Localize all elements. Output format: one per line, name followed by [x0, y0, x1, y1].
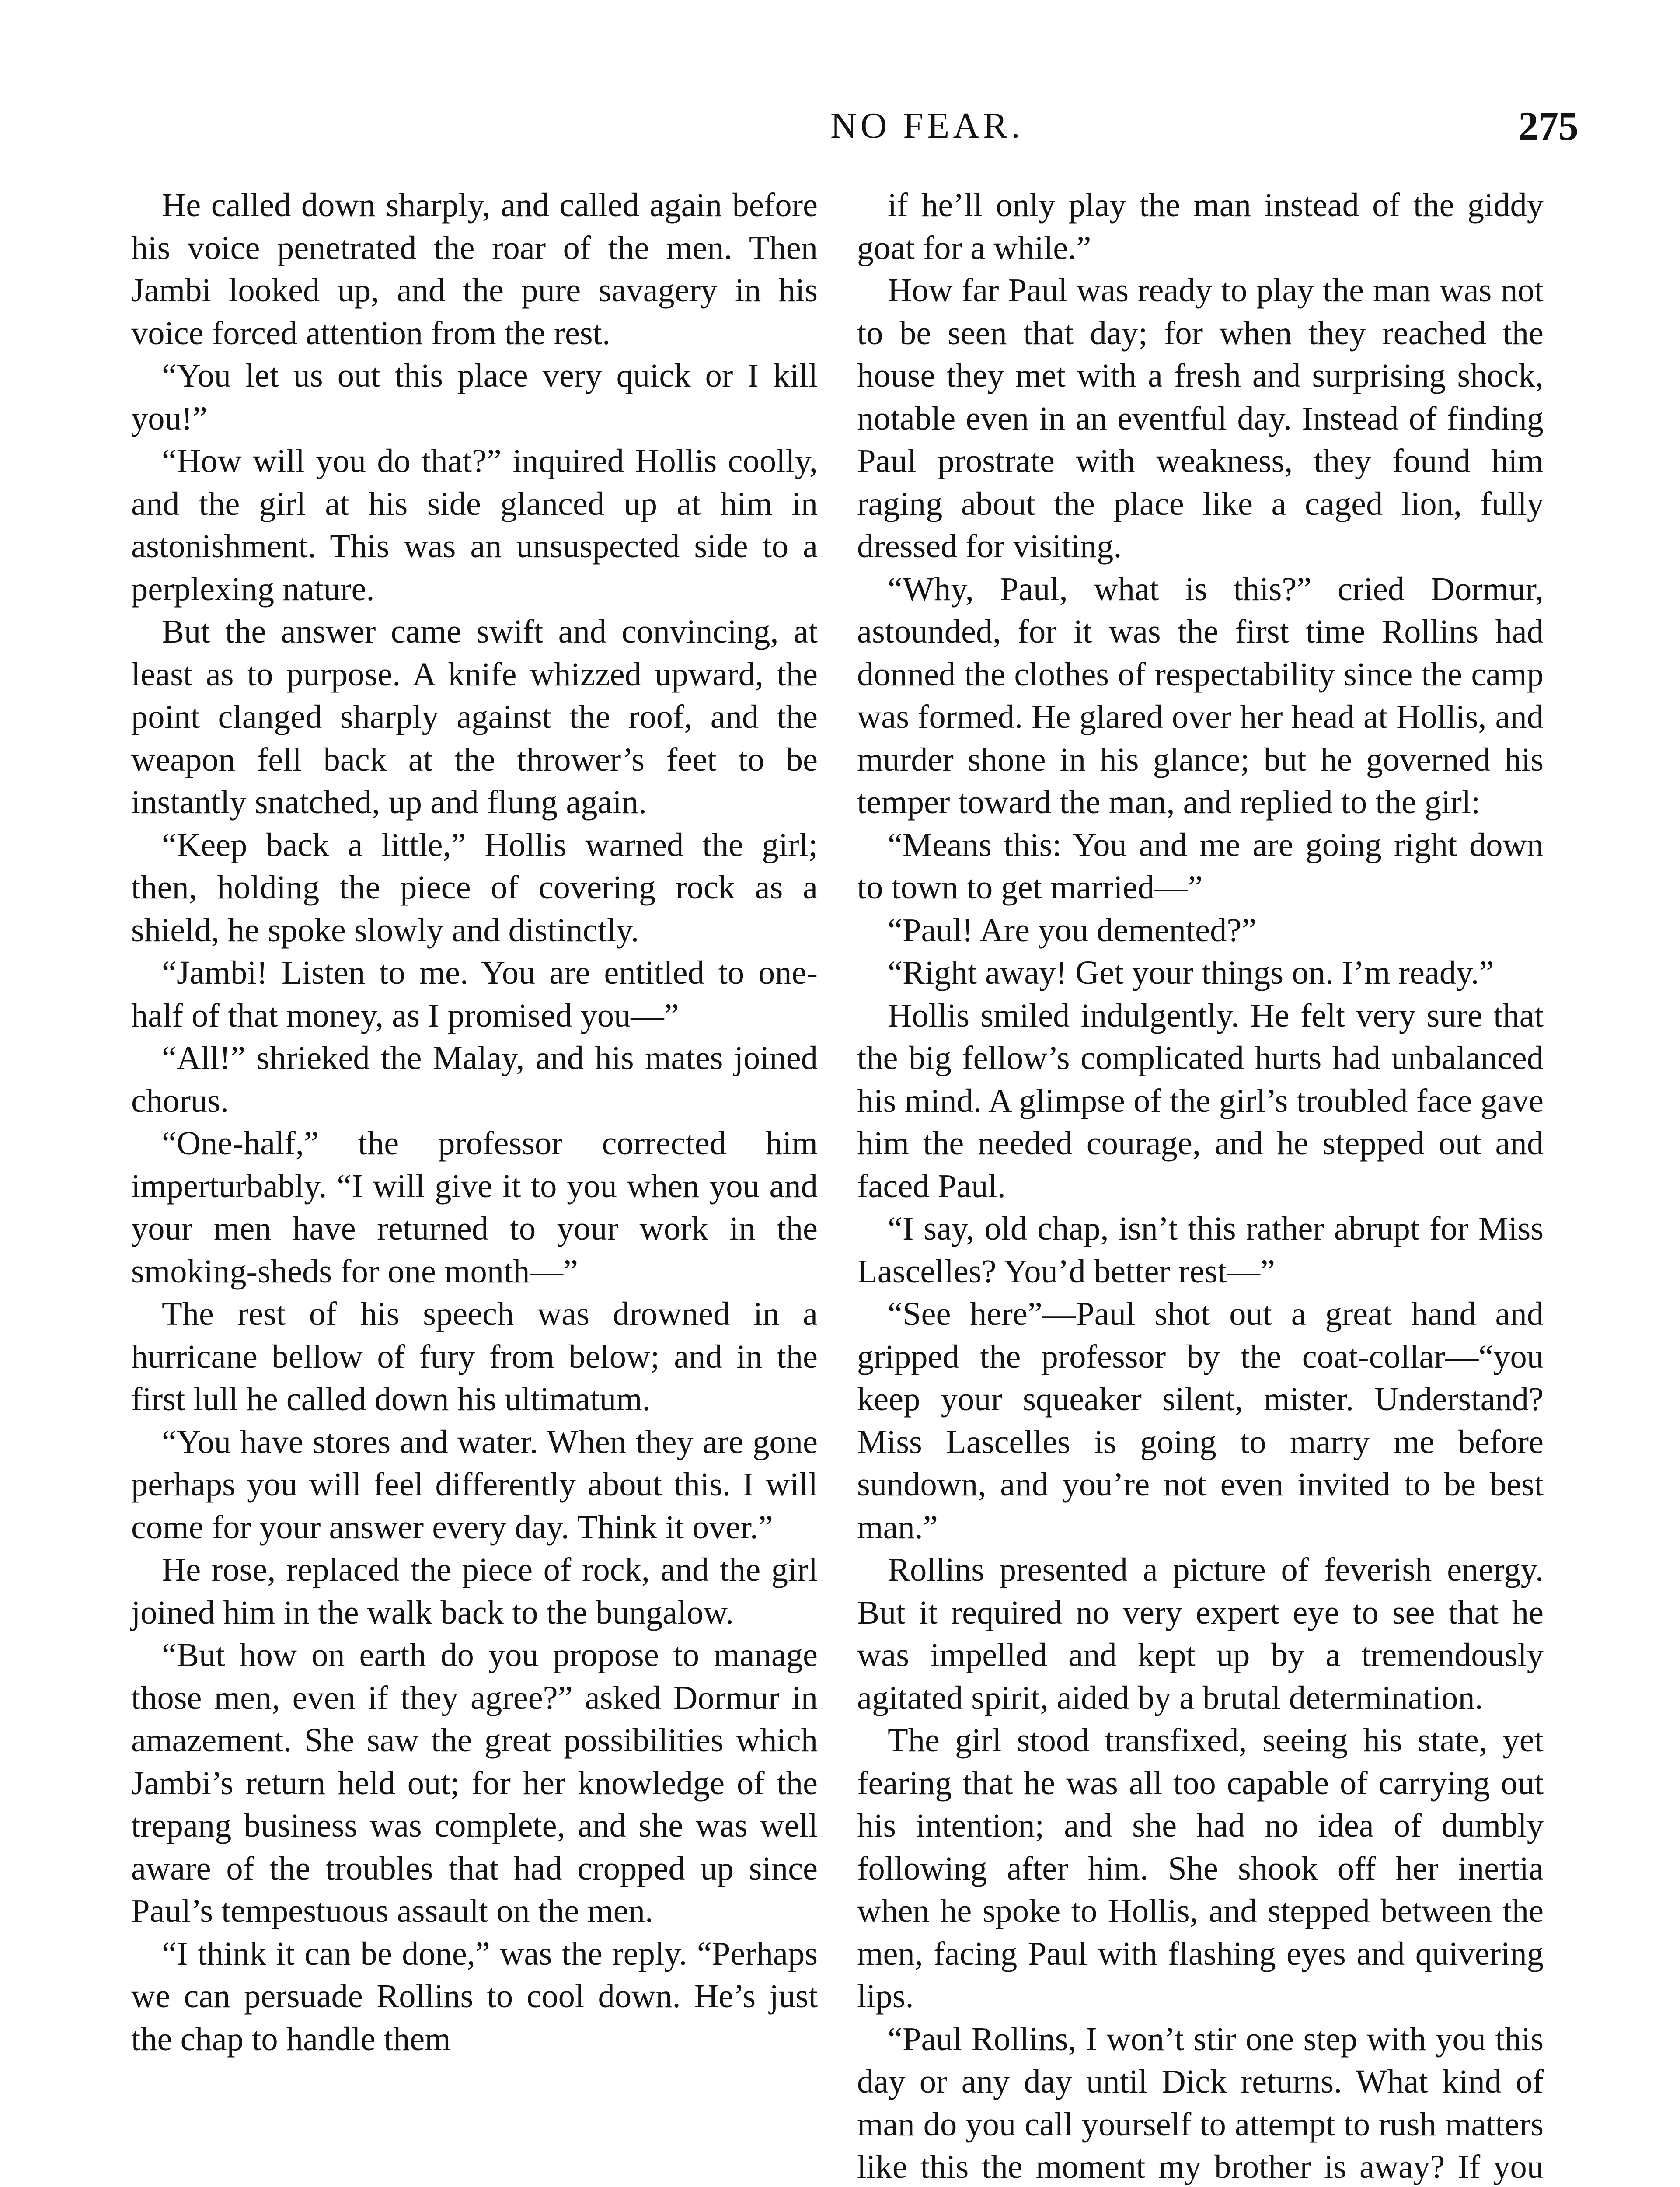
paragraph: The rest of his speech was drowned in a hurricane bellow of fury from below; and in the first lull he called down his ultimatum. [131, 1295, 818, 1418]
paragraph: “Jambi! Listen to me. You are entitled to one-half of that money, as I promised you—” [131, 954, 818, 1034]
paragraph: “But how on earth do you propose to manage those men, even if they agree?” asked Dormur in amazement. She saw the great possibilities which Jambi’s return held out; for her knowledge of the trepang business was complete, and she was well aware of the troubles that had cropped up since Paul’s tempestuous assault on the men. [131, 1636, 818, 1929]
paragraph: He called down sharply, and called again before his voice penetrated the roar of the men. Then Jambi looked up, and the pure savagery in his voice forced attention from the rest. [131, 186, 818, 352]
paragraph: Hollis smiled indulgently. He felt very sure that the big fellow’s complicated hurts had unbalanced his mind. A glimpse of the girl’s troubled face gave him the needed courage, and he stepped out and faced Paul. [857, 996, 1544, 1205]
running-title: NO FEAR. [830, 105, 1024, 146]
paragraph: But the answer came swift and convincing, at least as to purpose. A knife whizzed upward, the point clanged sharply against the roof, and the weapon fell back at the thrower’s feet to be instantly snatched, up and flung again. [131, 613, 818, 821]
paragraph: The girl stood transfixed, seeing his state, yet fearing that he was all too capable of carrying out his intention; and she had no idea of dumbly following after him. She shook off her inertia when he spoke to Hollis, and stepped between the men, facing Paul with flashing eyes and quivering lips. [857, 1722, 1544, 2015]
right-text-column [857, 184, 1544, 2187]
paragraph: “Paul Rollins, I won’t stir one step with you this day or any day until Dick returns. What kind of man do you call yourself to attempt to rush matters like this the moment my brother is away? If you [857, 2020, 1544, 2185]
paragraph: “You have stores and water. When they are gone perhaps you will feel differently about this. I will come for your answer every day. Think it over.” [131, 1423, 818, 1546]
paragraph: “I think it can be done,” was the reply. “Perhaps we can persuade Rollins to cool down. He’s just the chap to handle them [131, 1935, 818, 2058]
paragraph: “All!” shrieked the Malay, and his mates joined chorus. [131, 1039, 818, 1119]
paragraph: “Why, Paul, what is this?” cried Dormur, astounded, for it was the first time Rollins had donned the clothes of respectability since the camp was formed. He glared over her head at Hollis, and murder shone in his glance; but he governed his temper toward the man, and replied to the girl: [857, 570, 1544, 821]
paragraph: “How will you do that?” inquired Hollis coolly, and the girl at his side glanced up at him in astonishment. This was an unsuspected side to a perplexing nature. [131, 442, 818, 608]
paragraph: “Paul! Are you demented?” [888, 911, 1257, 949]
paragraph: How far Paul was ready to play the man was not to be seen that day; for when they reached the house they met with a fresh and surprising shock, notable even in an eventful day. Instead of finding Paul prostrate with weakness, they found him raging about the place like a caged lion, fully dressed for visiting. [857, 272, 1544, 565]
paragraph: “Means this: You and me are going right down to town to get married—” [857, 826, 1544, 906]
paragraph: “One-half,” the professor corrected him imperturbably. “I will give it to you when you and your men have returned to your work in the smoking-sheds for one month—” [131, 1125, 818, 1290]
paragraph: “You let us out this place very quick or I kill you!” [131, 357, 818, 437]
paragraph: “Keep back a little,” Hollis warned the girl; then, holding the piece of covering rock as a shield, he spoke slowly and distinctly. [131, 826, 818, 949]
paragraph: if he’ll only play the man instead of the giddy goat for a while.” [857, 186, 1544, 266]
page-number: 275 [1518, 104, 1579, 148]
page-header [131, 100, 1579, 161]
paragraph: “See here”—Paul shot out a great hand and gripped the professor by the coat-collar—“you keep your squeaker silent, mister. Understand? Miss Lascelles is going to marry me before sundown, and you’re not even invited to be best man.” [857, 1295, 1544, 1546]
paragraph: “I say, old chap, isn’t this rather abrupt for Miss Lascelles? You’d better rest—” [857, 1210, 1544, 1290]
paragraph: Rollins presented a picture of feverish energy. But it required no very expert eye to see that he was impelled and kept up by a tremendously agitated spirit, aided by a brutal determination. [857, 1551, 1544, 1716]
paragraph: He rose, replaced the piece of rock, and the girl joined him in the walk back to the bungalow. [131, 1551, 818, 1631]
paragraph: “Right away! Get your things on. I’m ready.” [888, 954, 1494, 991]
left-text-column [131, 184, 818, 2060]
